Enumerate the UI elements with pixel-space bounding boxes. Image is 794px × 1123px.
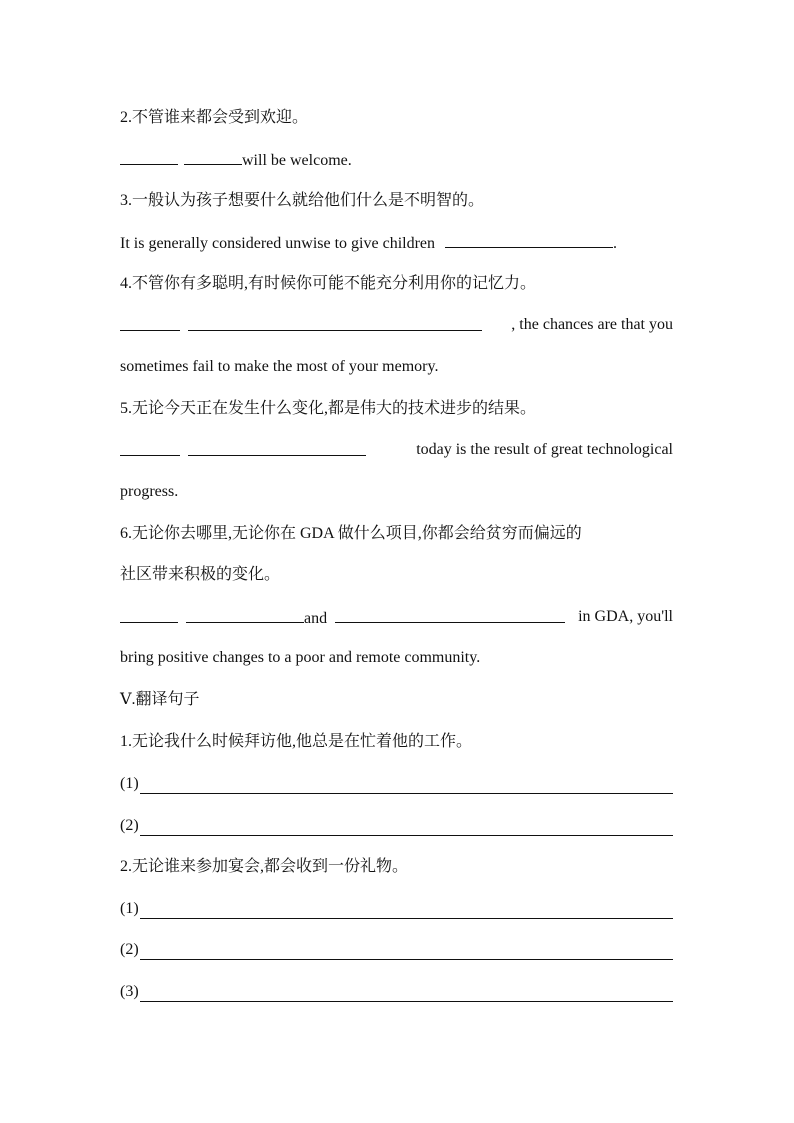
answer-label: (2) xyxy=(120,941,139,958)
q2-blank-2[interactable] xyxy=(184,149,242,165)
answer-label: (3) xyxy=(120,983,139,1000)
s2-answer-line-2[interactable] xyxy=(120,940,673,960)
q6-blank-2[interactable] xyxy=(186,607,304,623)
answer-rule[interactable] xyxy=(140,903,673,919)
q6-blank-1[interactable] xyxy=(120,607,178,623)
q5-english xyxy=(120,440,673,462)
q2-english-tail: will be welcome. xyxy=(242,152,352,169)
q3-blank[interactable] xyxy=(445,232,613,248)
q2-english xyxy=(120,149,680,171)
answer-rule[interactable] xyxy=(140,944,673,960)
q3-chinese: 3.一般认为孩子想要什么就给他们什么是不明智的。 xyxy=(120,192,485,209)
s1-answer-line-2[interactable] xyxy=(120,816,673,836)
q4-chinese: 4.不管你有多聪明,有时候你可能不能充分利用你的记忆力。 xyxy=(120,275,537,292)
q4-english-line2: sometimes fail to make the most of your memory. xyxy=(120,358,439,375)
q6-english-line2: bring positive changes to a poor and remote community. xyxy=(120,649,481,666)
q6-english-tail: in GDA, you'll xyxy=(578,608,673,625)
s2-answer-line-1[interactable] xyxy=(120,899,673,919)
q5-english-tail: today is the result of great technological xyxy=(416,441,673,458)
s2-answer-line-3[interactable] xyxy=(120,982,673,1002)
q4-blank-2[interactable] xyxy=(188,315,482,331)
section-heading: Ⅴ.翻译句子 xyxy=(120,691,200,708)
q6-english xyxy=(120,607,673,629)
s2-chinese: 2.无论谁来参加宴会,都会收到一份礼物。 xyxy=(120,858,409,875)
q4-english-tail: , the chances are that you xyxy=(511,316,673,333)
q6-english-mid: and xyxy=(304,610,328,627)
q3-english-tail: . xyxy=(613,235,618,252)
q6-chinese-line2: 社区带来积极的变化。 xyxy=(120,566,281,583)
q5-chinese: 5.无论今天正在发生什么变化,都是伟大的技术进步的结果。 xyxy=(120,400,537,417)
answer-rule[interactable] xyxy=(140,820,673,836)
q3-english-head: It is generally considered unwise to give children xyxy=(120,235,436,252)
answer-label: (1) xyxy=(120,900,139,917)
answer-label: (2) xyxy=(120,817,139,834)
q3-english xyxy=(120,232,680,254)
s1-chinese: 1.无论我什么时候拜访他,他总是在忙着他的工作。 xyxy=(120,733,473,750)
q4-blank-1[interactable] xyxy=(120,315,180,331)
answer-rule[interactable] xyxy=(140,778,673,794)
q6-chinese-line1: 6.无论你去哪里,无论你在 GDA 做什么项目,你都会给贫穷而偏远的 xyxy=(120,525,582,542)
q4-english xyxy=(120,315,673,337)
q2-blank-1[interactable] xyxy=(120,149,178,165)
answer-rule[interactable] xyxy=(140,986,673,1002)
q5-blank-1[interactable] xyxy=(120,440,180,456)
q6-blank-3[interactable] xyxy=(335,607,565,623)
q5-english-line2: progress. xyxy=(120,483,179,500)
s1-answer-line-1[interactable] xyxy=(120,774,673,794)
q5-blank-2[interactable] xyxy=(188,440,366,456)
answer-label: (1) xyxy=(120,775,139,792)
q2-chinese: 2.不管谁来都会受到欢迎。 xyxy=(120,109,309,126)
